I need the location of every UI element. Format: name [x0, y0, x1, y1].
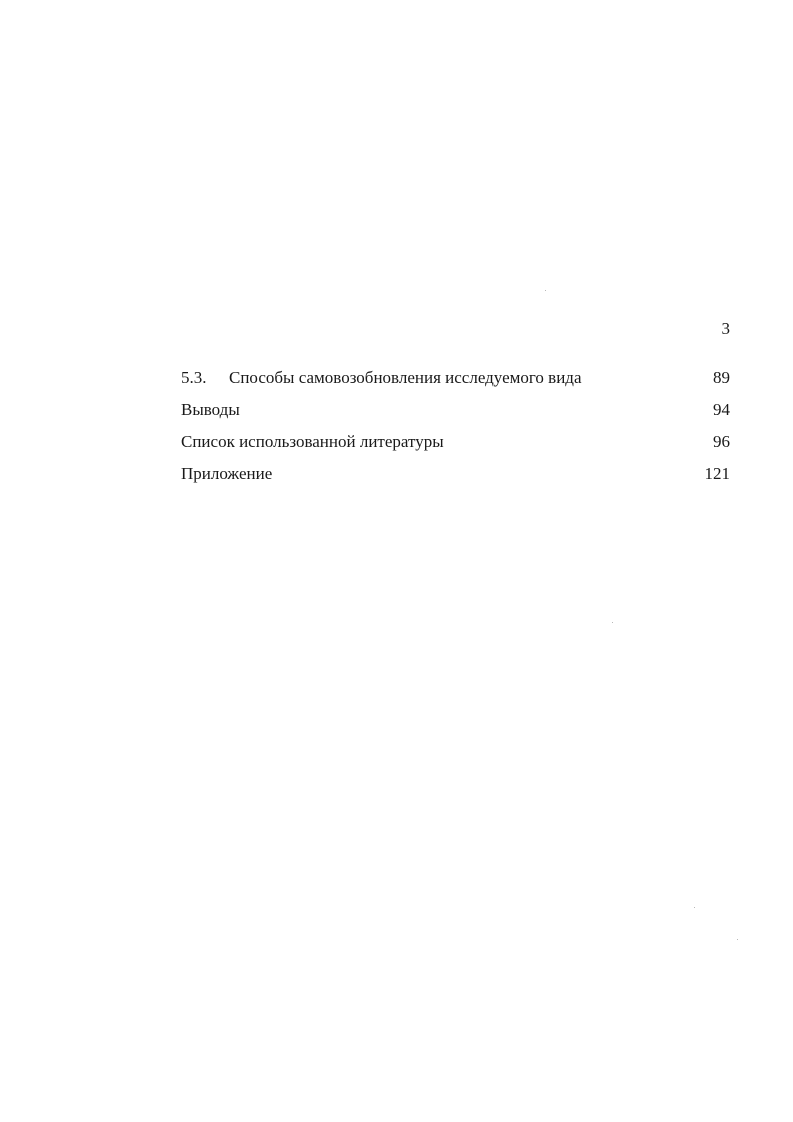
table-of-contents: [181, 367, 730, 495]
toc-entry-page: 89: [713, 368, 730, 387]
scan-speck: [694, 907, 695, 908]
toc-entry: [181, 463, 730, 495]
toc-entry-title: Список использованной литературы: [181, 432, 444, 451]
toc-entry-title: Способы самовозобновления исследуемого вида: [229, 368, 582, 387]
toc-entry-label: [181, 431, 444, 453]
toc-entry-label: [181, 367, 582, 389]
toc-entry-title: Выводы: [181, 400, 240, 419]
toc-entry-title: Приложение: [181, 464, 273, 483]
toc-entry-label: [181, 399, 240, 421]
scan-speck: [737, 939, 738, 940]
toc-entry-page: 121: [704, 464, 730, 483]
toc-entry: [181, 399, 730, 431]
toc-entry: [181, 431, 730, 463]
scan-speck: [545, 290, 546, 291]
scan-speck: [612, 622, 613, 623]
toc-entry: [181, 367, 730, 399]
toc-entry-page: 94: [713, 400, 730, 419]
toc-entry-page: 96: [713, 432, 730, 451]
page-number: 3: [721, 319, 730, 338]
toc-entry-label: [181, 463, 272, 485]
toc-entry-number: 5.3.: [181, 368, 207, 387]
